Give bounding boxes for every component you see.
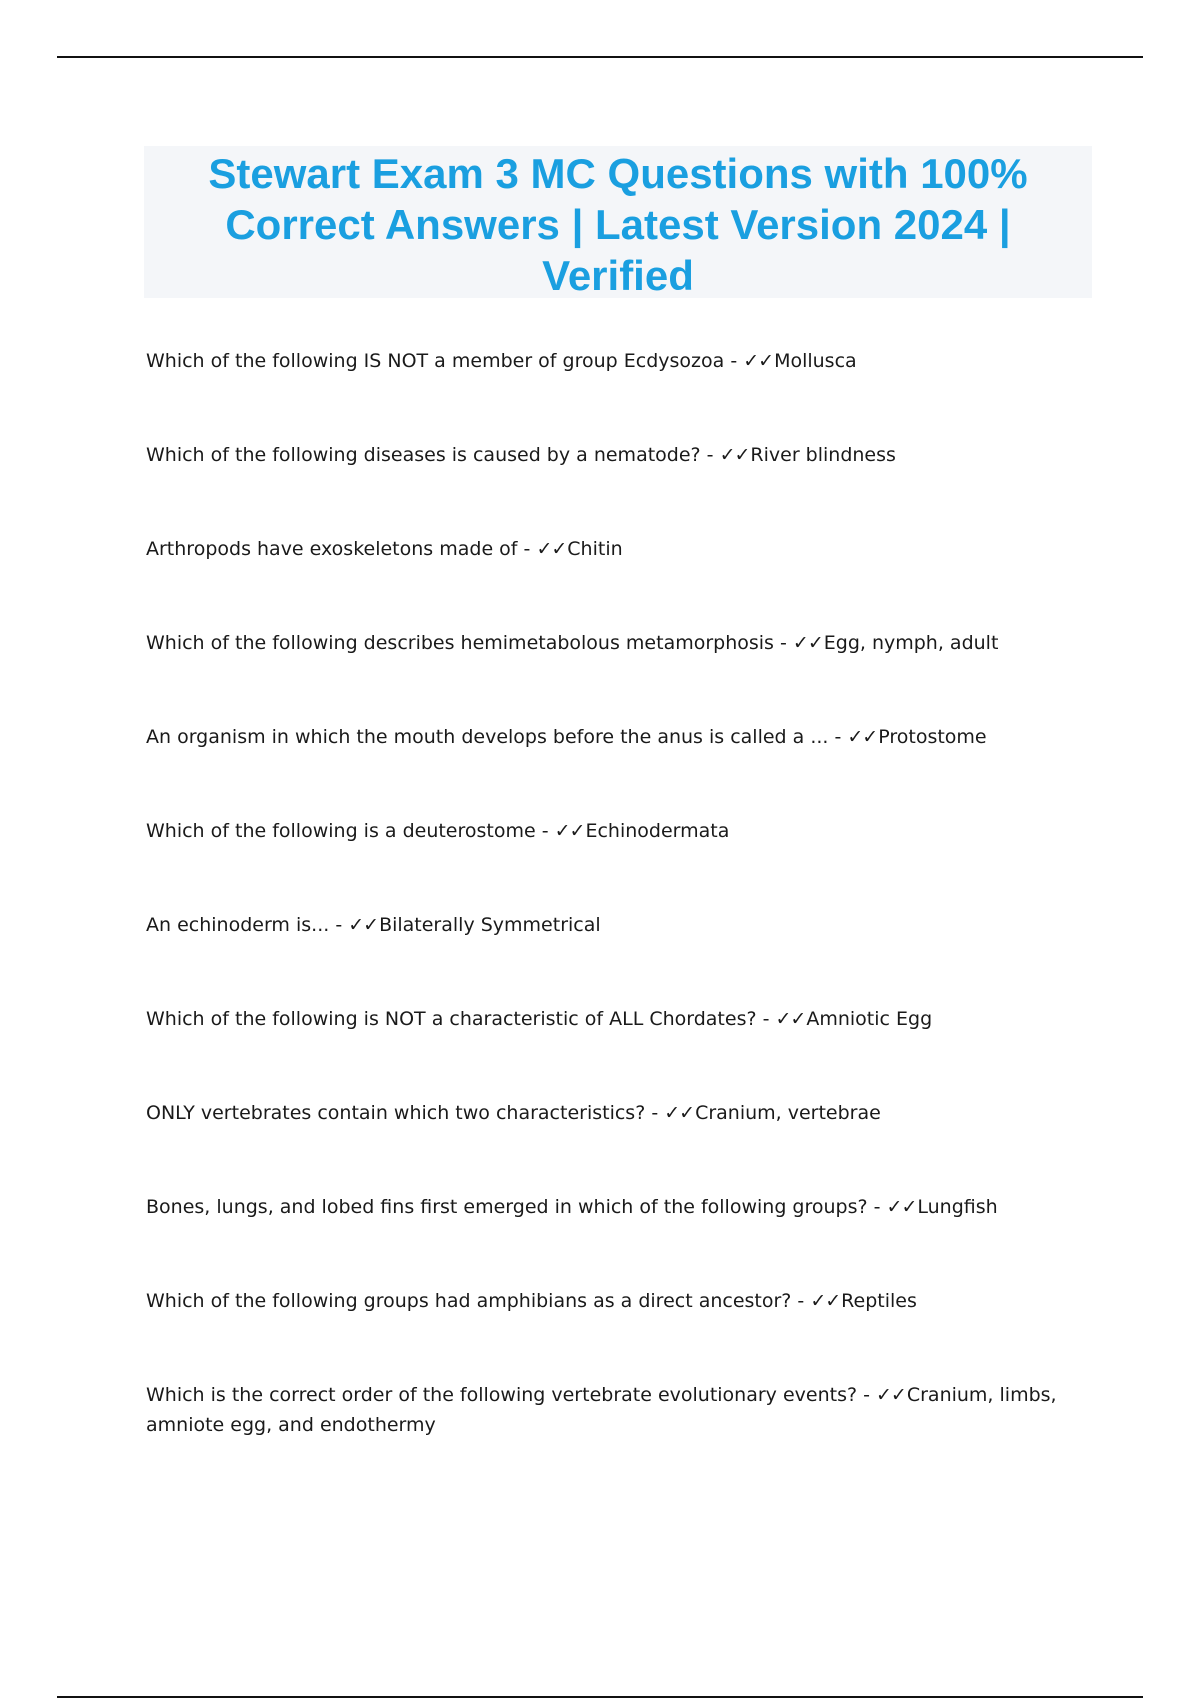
question-text: Which of the following is a deuterostome <box>146 820 536 842</box>
question-item <box>146 440 1066 534</box>
question-text: Which of the following diseases is caused by a nematode? <box>146 444 701 466</box>
question-text: An organism in which the mouth develops before the anus is called a ... <box>146 726 829 748</box>
separator: - <box>773 632 793 654</box>
check-mark-icon: ✓✓ <box>876 1384 906 1406</box>
separator: - <box>535 820 555 842</box>
check-mark-icon: ✓✓ <box>554 820 585 842</box>
separator: - <box>517 538 537 560</box>
answer-text: Egg, nymph, adult <box>823 632 999 654</box>
answer-text: Echinodermata <box>585 820 730 842</box>
check-mark-icon: ✓✓ <box>348 914 379 936</box>
question-text: Which of the following IS NOT a member of group Ecdysozoa <box>146 350 725 372</box>
question-text: Which of the following is NOT a characteristic of ALL Chordates? <box>146 1008 757 1030</box>
question-text: Arthropods have exoskeletons made of <box>146 538 518 560</box>
question-item <box>146 722 1066 816</box>
answer-text: Reptiles <box>841 1290 917 1312</box>
separator: - <box>700 444 720 466</box>
question-item <box>146 910 1066 1004</box>
answer-text: Bilaterally Symmetrical <box>379 914 601 936</box>
question-item <box>146 1380 1066 1500</box>
separator: - <box>756 1008 776 1030</box>
check-mark-icon: ✓✓ <box>886 1196 917 1218</box>
answer-text: River blindness <box>750 444 896 466</box>
title-banner <box>144 146 1092 298</box>
answer-text: Lungfish <box>917 1196 998 1218</box>
separator: - <box>867 1196 887 1218</box>
bottom-rule <box>57 1696 1143 1698</box>
question-item <box>146 346 1066 440</box>
question-text: Which is the correct order of the following vertebrate evolutionary events? <box>146 1384 858 1406</box>
question-text: Which of the following groups had amphibians as a direct ancestor? <box>146 1290 792 1312</box>
separator: - <box>724 350 744 372</box>
question-item <box>146 1286 1066 1380</box>
question-text: An echinoderm is... <box>146 914 330 936</box>
question-text: Bones, lungs, and lobed fins first emerged in which of the following groups? <box>146 1196 868 1218</box>
document-title: Stewart Exam 3 MC Questions with 100% Correct Answers | Latest Version 2024 | Verified <box>208 150 1028 299</box>
question-item <box>146 534 1066 628</box>
check-mark-icon: ✓✓ <box>810 1290 841 1312</box>
separator: - <box>329 914 349 936</box>
check-mark-icon: ✓✓ <box>536 538 567 560</box>
question-item <box>146 628 1066 722</box>
answer-text: Protostome <box>878 726 987 748</box>
check-mark-icon: ✓✓ <box>847 726 878 748</box>
answer-text: Cranium, vertebrae <box>695 1102 881 1124</box>
check-mark-icon: ✓✓ <box>792 632 823 654</box>
question-item <box>146 1004 1066 1098</box>
question-item <box>146 816 1066 910</box>
answer-text: Chitin <box>567 538 623 560</box>
separator: - <box>857 1384 876 1406</box>
check-mark-icon: ✓✓ <box>719 444 750 466</box>
separator: - <box>645 1102 665 1124</box>
question-item <box>146 1192 1066 1286</box>
check-mark-icon: ✓✓ <box>775 1008 806 1030</box>
check-mark-icon: ✓✓ <box>743 350 774 372</box>
question-text: Which of the following describes hemimetabolous metamorphosis <box>146 632 774 654</box>
question-item <box>146 1098 1066 1192</box>
answer-text: Mollusca <box>774 350 857 372</box>
check-mark-icon: ✓✓ <box>664 1102 695 1124</box>
answer-text: Cranium, limbs, amniote egg, and endothermy <box>146 1384 1057 1436</box>
separator: - <box>828 726 848 748</box>
question-list <box>146 346 1066 1500</box>
answer-text: Amniotic Egg <box>806 1008 933 1030</box>
separator: - <box>791 1290 811 1312</box>
question-text: ONLY vertebrates contain which two characteristics? <box>146 1102 646 1124</box>
top-rule <box>57 56 1143 58</box>
